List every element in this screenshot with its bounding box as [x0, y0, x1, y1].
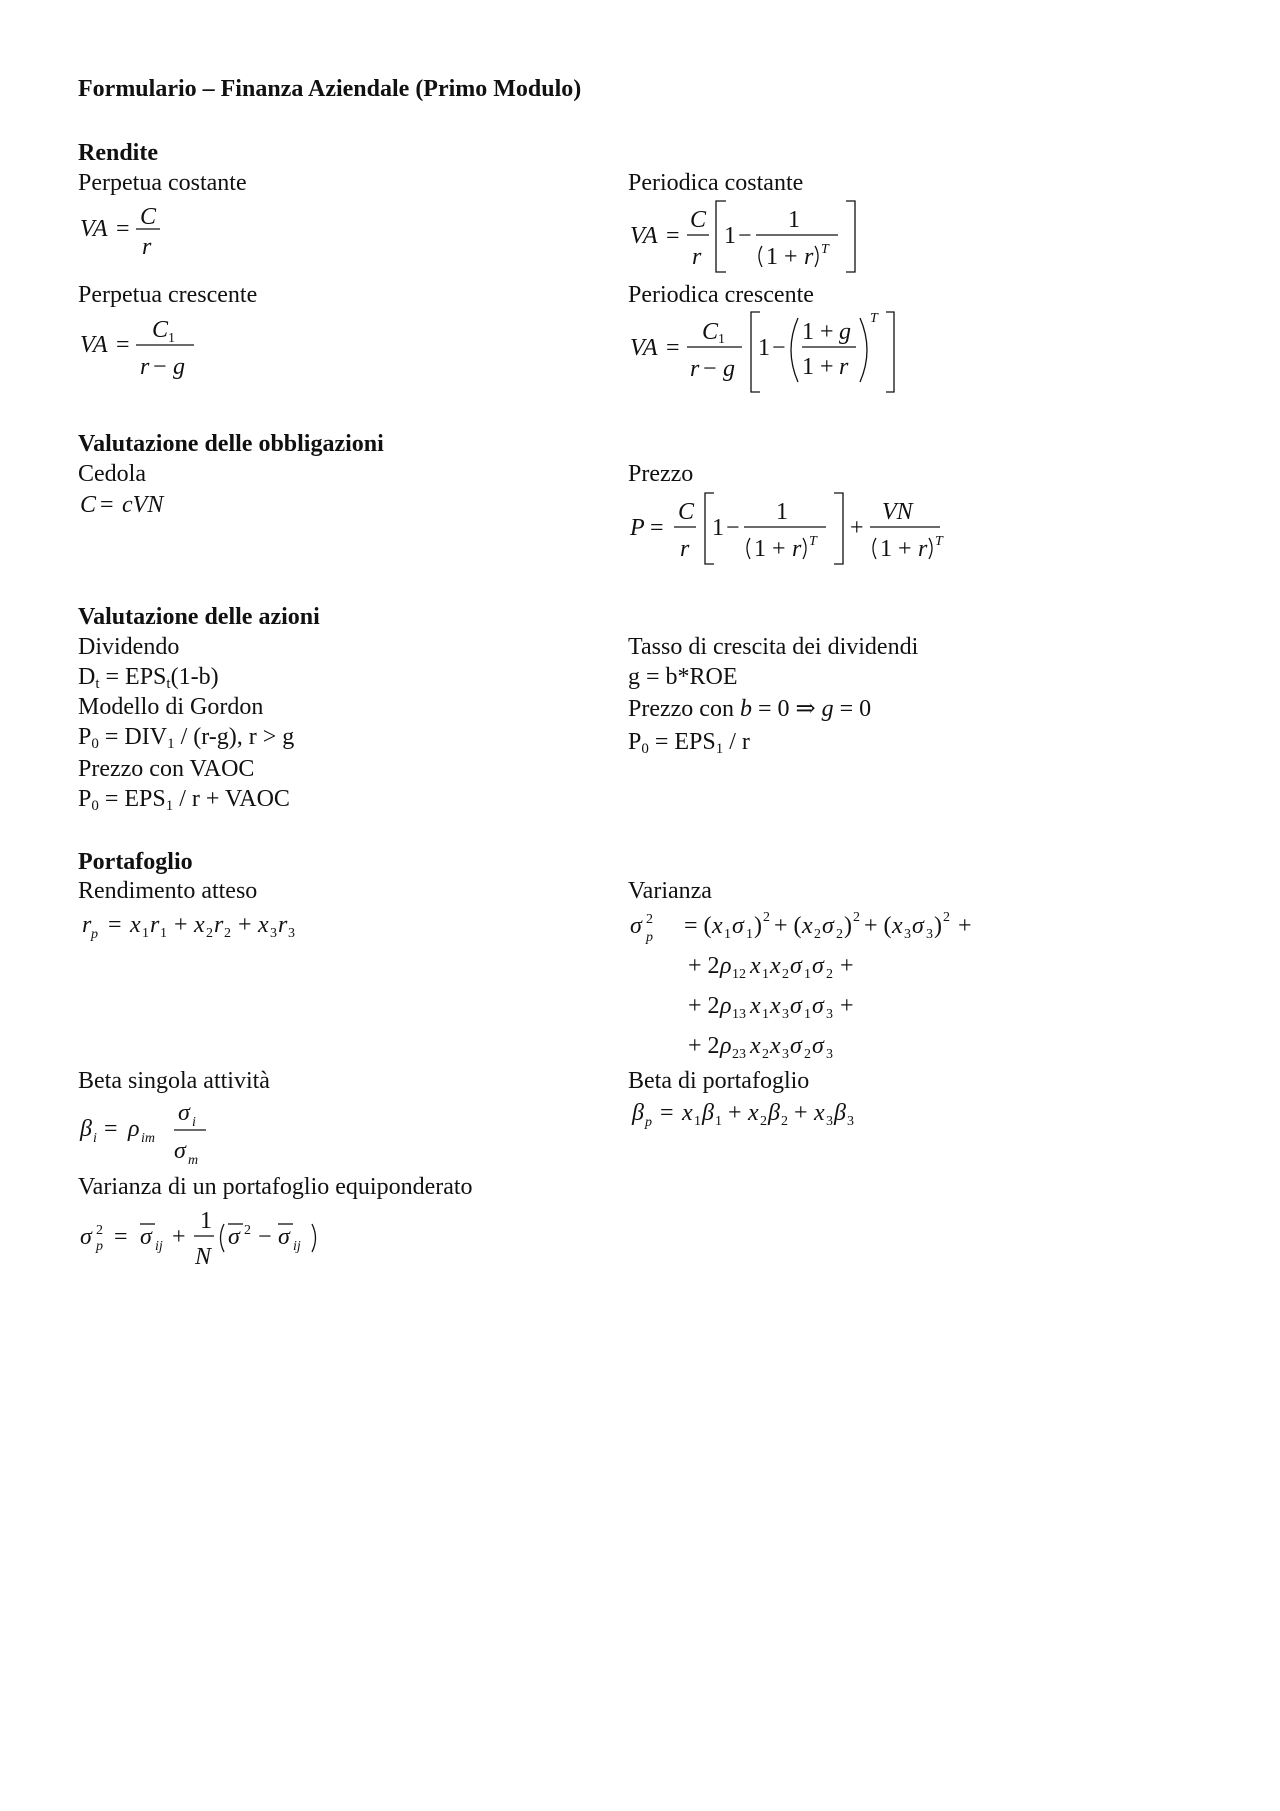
svg-text:−: − — [153, 354, 167, 380]
svg-text:r: r — [680, 536, 690, 562]
formula-prezzo-obbligazione — [628, 490, 948, 572]
svg-text:T: T — [870, 311, 878, 326]
svg-text:2: 2 — [804, 1047, 811, 1062]
label-cedola: Cedola — [78, 461, 146, 487]
svg-text:=: = — [660, 1100, 674, 1126]
svg-text:cVN: cVN — [122, 492, 164, 518]
svg-text:+: + — [794, 1100, 808, 1126]
svg-text:β: β — [632, 1100, 644, 1126]
svg-text:1: 1 — [715, 1114, 722, 1129]
svg-text:=: = — [666, 335, 680, 361]
svg-text:r: r — [918, 536, 928, 562]
formula-cedola — [78, 488, 198, 520]
svg-text:1: 1 — [168, 331, 175, 346]
svg-text:23: 23 — [732, 1047, 746, 1062]
svg-text:x: x — [892, 913, 903, 939]
svg-text:3: 3 — [904, 927, 911, 942]
svg-text:σ: σ — [732, 913, 744, 939]
svg-text:VA: VA — [80, 332, 108, 358]
svg-text:r: r — [150, 912, 160, 938]
svg-text:C: C — [702, 319, 719, 345]
svg-text:r: r — [142, 234, 152, 260]
svg-text:x: x — [258, 912, 269, 938]
svg-text:T: T — [809, 534, 817, 549]
svg-text:r: r — [792, 536, 802, 562]
svg-text:+ 2: + 2 — [688, 993, 720, 1019]
svg-text:+ (: + ( — [774, 913, 802, 939]
svg-text:σ: σ — [630, 913, 642, 939]
svg-text:−: − — [726, 515, 740, 541]
svg-text:ij: ij — [293, 1239, 301, 1254]
svg-text:2: 2 — [943, 910, 950, 925]
svg-text:1: 1 — [804, 967, 811, 982]
svg-text:+: + — [238, 912, 252, 938]
label-varianza-equiponderato: Varianza di un portafoglio equiponderato — [78, 1174, 473, 1200]
svg-text:=: = — [108, 912, 122, 938]
svg-text:2: 2 — [814, 927, 821, 942]
formula-prezzo-eps: $P_0 = EPS_1 / r$ — [628, 729, 750, 757]
svg-text:N: N — [195, 1244, 212, 1270]
svg-text:σ: σ — [178, 1100, 190, 1126]
label-modello-gordon: Modello di Gordon — [78, 694, 264, 720]
svg-text:1: 1 — [724, 927, 731, 942]
svg-text:x: x — [130, 912, 141, 938]
svg-text:+ 2: + 2 — [688, 953, 720, 979]
svg-text:p: p — [91, 927, 98, 942]
svg-text:+: + — [172, 1224, 186, 1250]
section-heading-rendite: Rendite — [78, 140, 158, 166]
svg-text:1: 1 — [776, 499, 788, 525]
svg-text:σ: σ — [228, 1224, 240, 1250]
label-periodica-costante: Periodica costante — [628, 170, 804, 196]
svg-text:3: 3 — [847, 1114, 854, 1129]
svg-text:r: r — [82, 912, 92, 938]
svg-text:β: β — [80, 1116, 92, 1142]
svg-text:): ) — [754, 913, 762, 939]
svg-text:β: β — [768, 1100, 780, 1126]
svg-text:3: 3 — [826, 1047, 833, 1062]
svg-text:2: 2 — [763, 910, 770, 925]
svg-text:i: i — [93, 1131, 97, 1146]
svg-text:2: 2 — [836, 927, 843, 942]
svg-text:1: 1 — [724, 223, 736, 249]
svg-text:ρ: ρ — [128, 1116, 140, 1142]
svg-text:r: r — [278, 912, 288, 938]
svg-text:3: 3 — [270, 926, 277, 941]
svg-text:): ) — [934, 913, 942, 939]
svg-text:g: g — [723, 356, 735, 382]
svg-text:3: 3 — [826, 1114, 833, 1129]
svg-text:VA: VA — [630, 335, 658, 361]
svg-text:x: x — [712, 913, 723, 939]
svg-text:+ (: + ( — [864, 913, 892, 939]
formula-beta-portafoglio — [628, 1096, 888, 1136]
svg-text:1: 1 — [788, 207, 800, 233]
svg-text:σ: σ — [812, 953, 824, 979]
svg-text:im: im — [141, 1131, 155, 1146]
label-dividendo: Dividendo — [78, 634, 180, 660]
svg-text:2: 2 — [760, 1114, 767, 1129]
svg-text:C: C — [678, 499, 695, 525]
svg-text:−: − — [703, 356, 717, 382]
svg-text:1: 1 — [142, 926, 149, 941]
svg-text:2: 2 — [781, 1114, 788, 1129]
svg-text:g: g — [839, 319, 851, 345]
svg-text:1: 1 — [758, 335, 770, 361]
svg-text:2: 2 — [853, 910, 860, 925]
formula-periodica-crescente — [628, 310, 908, 400]
svg-text:i: i — [192, 1115, 196, 1130]
svg-text:ij: ij — [155, 1239, 163, 1254]
svg-text:+ 2: + 2 — [688, 1033, 720, 1059]
svg-text:1: 1 — [160, 926, 167, 941]
svg-text:T: T — [821, 242, 829, 257]
svg-text:x: x — [770, 993, 781, 1019]
svg-text:x: x — [770, 953, 781, 979]
svg-text:σ: σ — [278, 1224, 290, 1250]
svg-text:VA: VA — [630, 223, 658, 249]
label-rendimento-atteso: Rendimento atteso — [78, 878, 258, 904]
svg-text:=: = — [666, 223, 680, 249]
svg-text:−: − — [772, 335, 786, 361]
svg-text:σ: σ — [822, 913, 834, 939]
svg-text:σ: σ — [80, 1224, 92, 1250]
formula-perpetua-crescente — [78, 310, 208, 385]
svg-text:p: p — [645, 1115, 652, 1130]
svg-text:x: x — [748, 1100, 759, 1126]
svg-text:1 +: 1 + — [880, 536, 912, 562]
svg-text:x: x — [194, 912, 205, 938]
svg-text:+: + — [840, 953, 854, 979]
svg-text:=: = — [100, 492, 114, 518]
svg-text:+: + — [850, 515, 864, 541]
formula-periodica-costante — [628, 198, 868, 280]
svg-text:σ: σ — [790, 953, 802, 979]
svg-text:r: r — [214, 912, 224, 938]
label-prezzo-b0: Prezzo con — [628, 696, 734, 722]
svg-text:2: 2 — [762, 1047, 769, 1062]
svg-text:2: 2 — [646, 912, 653, 927]
svg-text:r: r — [140, 354, 150, 380]
label-perpetua-crescente: Perpetua crescente — [78, 282, 258, 308]
formula-modello-gordon: $P_0 = DIV_1 / (r-g)$, r > g — [78, 724, 295, 752]
label-prezzo-vaoc: Prezzo con VAOC — [78, 756, 255, 782]
svg-text:σ: σ — [812, 1033, 824, 1059]
svg-text:m: m — [188, 1153, 199, 1168]
svg-text:2: 2 — [826, 967, 833, 982]
svg-text:VN: VN — [882, 499, 913, 525]
svg-text:ρ: ρ — [720, 1033, 732, 1059]
svg-text:r: r — [839, 354, 849, 380]
svg-text:2: 2 — [224, 926, 231, 941]
svg-text:2: 2 — [96, 1223, 103, 1238]
svg-text:1: 1 — [200, 1208, 212, 1234]
svg-text:σ: σ — [812, 993, 824, 1019]
formula-tasso-crescita: g = b*ROE — [628, 664, 738, 690]
svg-text:= (: = ( — [684, 913, 712, 939]
section-heading-azioni: Valutazione delle azioni — [78, 604, 320, 630]
section-heading-portafoglio: Portafoglio — [78, 849, 193, 875]
svg-text:−: − — [738, 223, 752, 249]
svg-text:−: − — [258, 1224, 272, 1250]
svg-text:13: 13 — [732, 1007, 746, 1022]
svg-text:1 +: 1 + — [802, 354, 834, 380]
formula-rendimento-atteso — [78, 908, 338, 948]
label-beta-portafoglio: Beta di portafoglio — [628, 1068, 810, 1094]
svg-text:x: x — [682, 1100, 693, 1126]
svg-text:+: + — [958, 913, 972, 939]
svg-text:1: 1 — [712, 515, 724, 541]
svg-text:x: x — [770, 1033, 781, 1059]
svg-text:σ: σ — [790, 993, 802, 1019]
svg-text:12: 12 — [732, 967, 746, 982]
svg-text:p: p — [646, 930, 653, 945]
svg-text:x: x — [802, 913, 813, 939]
svg-text:=: = — [104, 1116, 118, 1142]
svg-text:2: 2 — [206, 926, 213, 941]
svg-text:1 +: 1 + — [754, 536, 786, 562]
svg-text:): ) — [844, 913, 852, 939]
svg-text:1: 1 — [746, 927, 753, 942]
svg-text:r: r — [804, 244, 814, 270]
svg-text:β: β — [702, 1100, 714, 1126]
svg-text:T: T — [935, 534, 943, 549]
label-perpetua-costante: Perpetua costante — [78, 170, 247, 196]
svg-text:x: x — [750, 993, 761, 1019]
svg-text:=: = — [114, 1224, 128, 1250]
svg-text:1: 1 — [718, 332, 725, 347]
formula-varianza-portafoglio — [628, 905, 1028, 1065]
svg-text:2: 2 — [782, 967, 789, 982]
page-title: Formulario – Finanza Aziendale (Primo Modulo) — [78, 76, 582, 102]
svg-text:=: = — [650, 515, 664, 541]
svg-text:C: C — [690, 207, 707, 233]
svg-text:ρ: ρ — [720, 993, 732, 1019]
svg-text:+: + — [728, 1100, 742, 1126]
svg-text:2: 2 — [244, 1223, 251, 1238]
formula-beta-singola — [78, 1096, 238, 1172]
svg-text:+: + — [174, 912, 188, 938]
svg-text:C: C — [152, 317, 169, 343]
svg-text:r: r — [690, 356, 700, 382]
svg-text:β: β — [834, 1100, 846, 1126]
svg-text:g: g — [173, 354, 185, 380]
svg-text:3: 3 — [782, 1047, 789, 1062]
svg-text:1: 1 — [762, 1007, 769, 1022]
svg-text:1: 1 — [694, 1114, 701, 1129]
svg-text:+: + — [840, 993, 854, 1019]
svg-text:P: P — [630, 515, 645, 541]
svg-text:C: C — [140, 204, 157, 230]
svg-text:=: = — [116, 332, 130, 358]
svg-text:C: C — [80, 492, 97, 518]
svg-text:1 +: 1 + — [802, 319, 834, 345]
svg-text:VA: VA — [80, 216, 108, 242]
label-periodica-crescente: Periodica crescente — [628, 282, 814, 308]
svg-text:x: x — [750, 953, 761, 979]
formula-prezzo-vaoc: $P_0 = EPS_1 / r$ + VAOC — [78, 786, 290, 814]
svg-text:3: 3 — [288, 926, 295, 941]
svg-text:x: x — [814, 1100, 825, 1126]
svg-text:ρ: ρ — [720, 953, 732, 979]
svg-text:3: 3 — [926, 927, 933, 942]
svg-text:σ: σ — [174, 1138, 186, 1164]
formula-prezzo-b0: Prezzo con b = 0 ⇒ g = 0 — [628, 696, 872, 722]
svg-text:p: p — [96, 1239, 103, 1254]
svg-text:1: 1 — [762, 967, 769, 982]
formula-perpetua-costante — [78, 198, 188, 268]
svg-text:σ: σ — [140, 1224, 152, 1250]
label-varianza: Varianza — [628, 878, 712, 904]
svg-text:3: 3 — [826, 1007, 833, 1022]
formula-dividendo: $D_t = EPS_t(1-b)$ — [78, 664, 219, 692]
label-beta-singola: Beta singola attività — [78, 1068, 270, 1094]
svg-text:x: x — [750, 1033, 761, 1059]
svg-text:r: r — [692, 244, 702, 270]
svg-text:σ: σ — [790, 1033, 802, 1059]
label-prezzo-obbligazione: Prezzo — [628, 461, 694, 487]
label-tasso-crescita: Tasso di crescita dei dividendi — [628, 634, 919, 660]
svg-text:=: = — [116, 216, 130, 242]
formula-varianza-equiponderato — [78, 1202, 378, 1278]
section-heading-obbligazioni: Valutazione delle obbligazioni — [78, 431, 384, 457]
svg-text:σ: σ — [912, 913, 924, 939]
svg-text:3: 3 — [782, 1007, 789, 1022]
svg-text:1: 1 — [804, 1007, 811, 1022]
svg-text:1 +: 1 + — [766, 244, 798, 270]
